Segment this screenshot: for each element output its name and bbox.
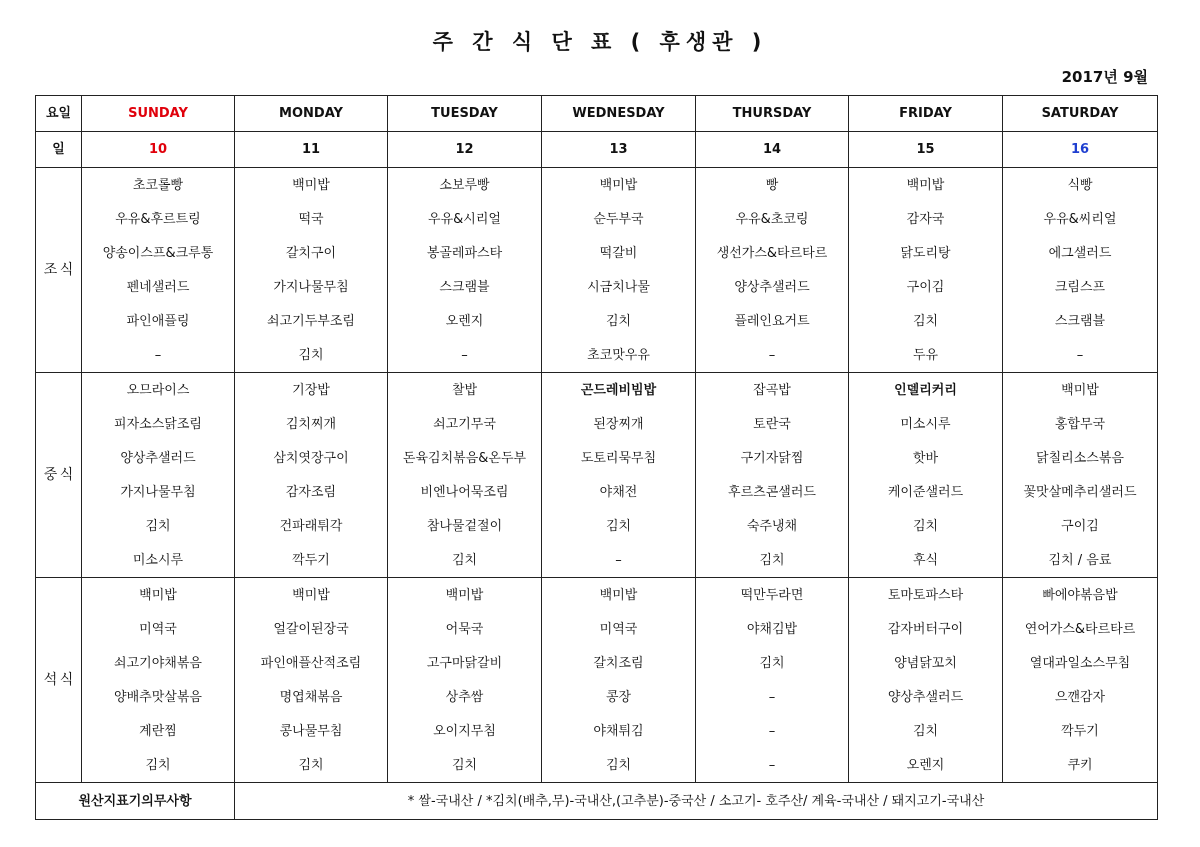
- menu-item-cell: 오렌지: [388, 304, 542, 338]
- menu-item-cell: 인델리커리: [849, 373, 1003, 408]
- lunch-row: [36, 475, 1158, 509]
- menu-item-cell: 피자소스닭조림: [82, 407, 235, 441]
- date-cell: 13: [542, 132, 696, 168]
- day-header-sunday: SUNDAY: [82, 96, 235, 132]
- breakfast-row: [36, 202, 1158, 236]
- menu-item-cell: 양념닭꼬치: [849, 646, 1003, 680]
- menu-item-cell: 김치: [542, 304, 696, 338]
- menu-item-cell: 스크램블: [388, 270, 542, 304]
- menu-item-cell: 구이김: [1003, 509, 1158, 543]
- menu-item-cell: 두유: [849, 338, 1003, 373]
- year-month-label: 2017년 9월: [1061, 68, 1148, 86]
- breakfast-row: [36, 304, 1158, 338]
- menu-item-cell: 생선가스&타르타르: [696, 236, 849, 270]
- menu-item-cell: 김치: [542, 748, 696, 783]
- menu-item-cell: 김치찌개: [235, 407, 388, 441]
- section-label-char: 석: [43, 672, 58, 688]
- menu-item-cell: 오렌지: [849, 748, 1003, 783]
- menu-item-cell: 콩나물무침: [235, 714, 388, 748]
- menu-item-cell: 오므라이스: [82, 373, 235, 408]
- menu-item-cell: 상추쌈: [388, 680, 542, 714]
- menu-item-cell: 얼갈이된장국: [235, 612, 388, 646]
- menu-item-cell: 건파래튀각: [235, 509, 388, 543]
- day-header-thursday: THURSDAY: [696, 96, 849, 132]
- menu-item-cell: –: [542, 543, 696, 578]
- origin-notice-text: * 쌀-국내산 / *김치(배추,무)-국내산,(고추분)-중국산 / 소고기- 호주산/ 계육-국내산 / 돼지고기-국내산: [235, 783, 1158, 820]
- menu-item-cell: 파인애플링: [82, 304, 235, 338]
- menu-item-cell: 깍두기: [1003, 714, 1158, 748]
- menu-item-cell: 잡곡밥: [696, 373, 849, 408]
- menu-item-cell: –: [696, 680, 849, 714]
- breakfast-row: [36, 168, 1158, 203]
- menu-item-cell: 우유&시리얼: [388, 202, 542, 236]
- menu-item-cell: 참나물겉절이: [388, 509, 542, 543]
- menu-item-cell: 떡만두라면: [696, 578, 849, 613]
- menu-item-cell: –: [388, 338, 542, 373]
- menu-item-cell: 봉골레파스타: [388, 236, 542, 270]
- lunch-row: [36, 441, 1158, 475]
- breakfast-row: [36, 338, 1158, 373]
- menu-item-cell: –: [696, 714, 849, 748]
- menu-item-cell: 빠에야볶음밥: [1003, 578, 1158, 613]
- menu-item-cell: 우유&초코링: [696, 202, 849, 236]
- menu-item-cell: 도토리묵무침: [542, 441, 696, 475]
- menu-item-cell: 양상추샐러드: [696, 270, 849, 304]
- menu-item-cell: 김치 / 음료: [1003, 543, 1158, 578]
- menu-item-cell: 쇠고기무국: [388, 407, 542, 441]
- menu-item-cell: 오이지무침: [388, 714, 542, 748]
- menu-item-cell: –: [1003, 338, 1158, 373]
- menu-item-cell: 홍합무국: [1003, 407, 1158, 441]
- menu-item-cell: 고구마닭갈비: [388, 646, 542, 680]
- menu-item-cell: 열대과일소스무침: [1003, 646, 1158, 680]
- menu-item-cell: 숙주냉채: [696, 509, 849, 543]
- menu-item-cell: 스크램블: [1003, 304, 1158, 338]
- menu-item-cell: 감자버터구이: [849, 612, 1003, 646]
- menu-item-cell: 백미밥: [542, 578, 696, 613]
- date-cell: 12: [388, 132, 542, 168]
- lunch-row: [36, 407, 1158, 441]
- menu-item-cell: 핫바: [849, 441, 1003, 475]
- menu-item-cell: 가지나물무침: [235, 270, 388, 304]
- menu-item-cell: 구이김: [849, 270, 1003, 304]
- menu-item-cell: 쇠고기야채볶음: [82, 646, 235, 680]
- menu-item-cell: 쿠키: [1003, 748, 1158, 783]
- menu-item-cell: 김치: [388, 543, 542, 578]
- menu-item-cell: 후르츠콘샐러드: [696, 475, 849, 509]
- menu-item-cell: 펜네샐러드: [82, 270, 235, 304]
- menu-item-cell: 우유&씨리얼: [1003, 202, 1158, 236]
- day-header-friday: FRIDAY: [849, 96, 1003, 132]
- dinner-section-label: [36, 578, 82, 783]
- menu-item-cell: 케이준샐러드: [849, 475, 1003, 509]
- menu-item-cell: 초코롤빵: [82, 168, 235, 203]
- dinner-row: [36, 748, 1158, 783]
- menu-item-cell: 백미밥: [388, 578, 542, 613]
- menu-item-cell: 김치: [82, 748, 235, 783]
- menu-item-cell: 야채전: [542, 475, 696, 509]
- menu-item-cell: 양상추샐러드: [82, 441, 235, 475]
- date-cell: 10: [82, 132, 235, 168]
- menu-item-cell: 백미밥: [1003, 373, 1158, 408]
- date-cell: 11: [235, 132, 388, 168]
- lunch-row: [36, 509, 1158, 543]
- menu-item-cell: 떡국: [235, 202, 388, 236]
- menu-item-cell: 찰밥: [388, 373, 542, 408]
- day-label-cell: 요일: [36, 96, 82, 132]
- section-label-char: 중: [43, 467, 58, 483]
- menu-item-cell: 구기자닭찜: [696, 441, 849, 475]
- menu-item-cell: 후식: [849, 543, 1003, 578]
- menu-item-cell: 계란찜: [82, 714, 235, 748]
- origin-notice-label: 원산지표기의무사항: [36, 783, 235, 820]
- menu-item-cell: 순두부국: [542, 202, 696, 236]
- date-label-cell: 일: [36, 132, 82, 168]
- menu-item-cell: 김치: [82, 509, 235, 543]
- menu-item-cell: 야채김밥: [696, 612, 849, 646]
- menu-item-cell: 김치: [235, 338, 388, 373]
- breakfast-row: [36, 270, 1158, 304]
- page-title: 주 간 식 단 표 ( 후생관 ): [432, 30, 768, 54]
- section-label-char: 식: [59, 262, 74, 278]
- menu-item-cell: 소보루빵: [388, 168, 542, 203]
- menu-item-cell: 플레인요거트: [696, 304, 849, 338]
- menu-item-cell: 김치: [696, 543, 849, 578]
- menu-item-cell: 쇠고기두부조림: [235, 304, 388, 338]
- breakfast-section-label: [36, 168, 82, 373]
- dinner-row: [36, 714, 1158, 748]
- header-row-dates: [36, 132, 1158, 168]
- menu-item-cell: 미역국: [82, 612, 235, 646]
- menu-item-cell: 닭칠리소스볶음: [1003, 441, 1158, 475]
- lunch-row: [36, 373, 1158, 408]
- dinner-row: [36, 578, 1158, 613]
- menu-item-cell: 꽃맛살메추리샐러드: [1003, 475, 1158, 509]
- menu-item-cell: 기장밥: [235, 373, 388, 408]
- menu-item-cell: –: [82, 338, 235, 373]
- menu-item-cell: 김치: [696, 646, 849, 680]
- section-label-char: 식: [59, 672, 74, 688]
- section-label-char: 조: [43, 262, 58, 278]
- menu-item-cell: 우유&후르트링: [82, 202, 235, 236]
- dinner-row: [36, 646, 1158, 680]
- menu-item-cell: 가지나물무침: [82, 475, 235, 509]
- menu-item-cell: 돈육김치볶음&온두부: [388, 441, 542, 475]
- menu-item-cell: 미소시루: [82, 543, 235, 578]
- menu-item-cell: 감자조림: [235, 475, 388, 509]
- menu-item-cell: 김치: [849, 509, 1003, 543]
- menu-item-cell: 갈치조림: [542, 646, 696, 680]
- menu-item-cell: 빵: [696, 168, 849, 203]
- menu-item-cell: 시금치나물: [542, 270, 696, 304]
- header-row-days: [36, 96, 1158, 132]
- menu-item-cell: 백미밥: [82, 578, 235, 613]
- breakfast-row: [36, 236, 1158, 270]
- menu-item-cell: 김치: [388, 748, 542, 783]
- menu-item-cell: 토마토파스타: [849, 578, 1003, 613]
- day-header-wednesday: WEDNESDAY: [542, 96, 696, 132]
- date-cell: 16: [1003, 132, 1158, 168]
- menu-item-cell: –: [696, 748, 849, 783]
- menu-item-cell: 초코맛우유: [542, 338, 696, 373]
- menu-item-cell: 명엽채볶음: [235, 680, 388, 714]
- menu-item-cell: 어묵국: [388, 612, 542, 646]
- menu-item-cell: 연어가스&타르타르: [1003, 612, 1158, 646]
- menu-item-cell: 떡갈비: [542, 236, 696, 270]
- menu-item-cell: 곤드레비빔밥: [542, 373, 696, 408]
- day-header-monday: MONDAY: [235, 96, 388, 132]
- menu-item-cell: 백미밥: [849, 168, 1003, 203]
- menu-item-cell: 미소시루: [849, 407, 1003, 441]
- weekly-menu-table: [35, 95, 1158, 820]
- menu-item-cell: 야채튀김: [542, 714, 696, 748]
- lunch-row: [36, 543, 1158, 578]
- menu-item-cell: 양배추맛살볶음: [82, 680, 235, 714]
- dinner-row: [36, 612, 1158, 646]
- menu-item-cell: 백미밥: [235, 578, 388, 613]
- menu-item-cell: 깍두기: [235, 543, 388, 578]
- menu-item-cell: 김치: [849, 304, 1003, 338]
- section-label-char: 식: [59, 467, 74, 483]
- menu-item-cell: 된장찌개: [542, 407, 696, 441]
- menu-item-cell: 양상추샐러드: [849, 680, 1003, 714]
- menu-item-cell: 김치: [542, 509, 696, 543]
- menu-item-cell: 삼치엿장구이: [235, 441, 388, 475]
- lunch-section-label: [36, 373, 82, 578]
- menu-item-cell: 김치: [235, 748, 388, 783]
- day-header-tuesday: TUESDAY: [388, 96, 542, 132]
- date-cell: 15: [849, 132, 1003, 168]
- menu-item-cell: 파인애플산적조림: [235, 646, 388, 680]
- menu-item-cell: 토란국: [696, 407, 849, 441]
- menu-item-cell: 식빵: [1003, 168, 1158, 203]
- menu-item-cell: 미역국: [542, 612, 696, 646]
- date-cell: 14: [696, 132, 849, 168]
- menu-item-cell: 백미밥: [542, 168, 696, 203]
- menu-item-cell: 콩장: [542, 680, 696, 714]
- menu-item-cell: 김치: [849, 714, 1003, 748]
- menu-item-cell: 에그샐러드: [1003, 236, 1158, 270]
- menu-item-cell: 갈치구이: [235, 236, 388, 270]
- menu-item-cell: 양송이스프&크루통: [82, 236, 235, 270]
- menu-item-cell: 감자국: [849, 202, 1003, 236]
- origin-notice-row: [36, 783, 1158, 820]
- menu-item-cell: 비엔나어묵조림: [388, 475, 542, 509]
- dinner-row: [36, 680, 1158, 714]
- menu-item-cell: 닭도리탕: [849, 236, 1003, 270]
- menu-item-cell: –: [696, 338, 849, 373]
- menu-item-cell: 백미밥: [235, 168, 388, 203]
- menu-item-cell: 으깬감자: [1003, 680, 1158, 714]
- day-header-saturday: SATURDAY: [1003, 96, 1158, 132]
- menu-item-cell: 크림스프: [1003, 270, 1158, 304]
